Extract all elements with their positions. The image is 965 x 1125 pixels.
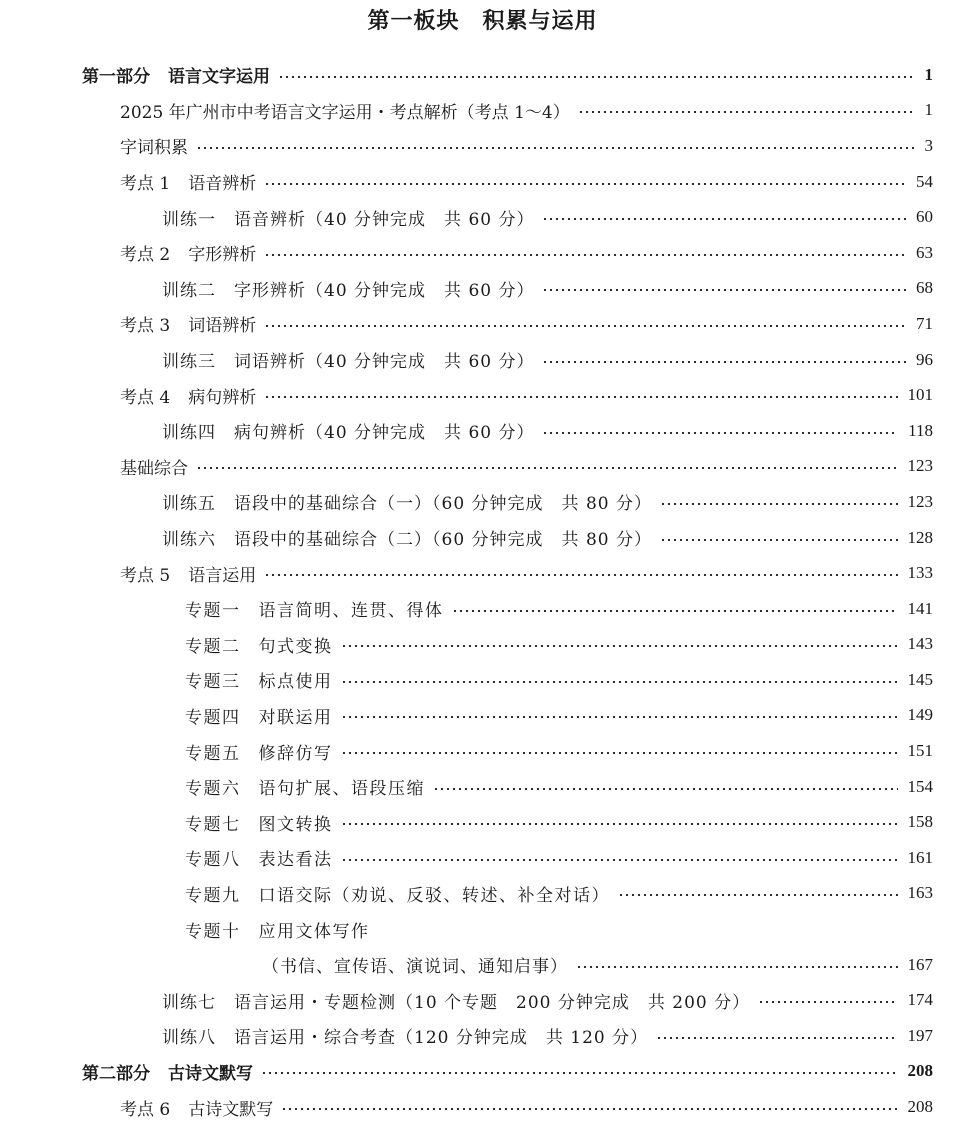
toc-entry-title: 语言运用・综合考查（120 分钟完成 共 120 分） [234, 1028, 649, 1049]
toc-entry-title: 病句辨析 [188, 387, 257, 408]
toc-entry-title: 语言简明、连贯、得体 [258, 601, 444, 622]
toc-entry[interactable] [0, 804, 965, 840]
toc-entry-page-number: 101 [907, 385, 933, 405]
toc-entry-page-number: 161 [907, 847, 933, 867]
toc-entry-page-number: 60 [916, 207, 933, 227]
dot-leader [452, 610, 898, 612]
toc-entry-code: 考点 6 [120, 1099, 171, 1120]
toc-entry[interactable] [0, 876, 965, 912]
toc-entry[interactable] [0, 235, 965, 271]
toc-entry-title: 词语辨析 [188, 316, 257, 337]
toc-entry-title: 语音辨析 [188, 174, 257, 195]
toc-entry[interactable] [0, 484, 965, 520]
toc-entry-title: 口语交际（劝说、反驳、转述、补全对话） [258, 885, 610, 906]
toc-entry-code: 专题一 [185, 601, 241, 622]
toc-entry-code: 专题五 [185, 743, 241, 764]
toc-entry-page-number: 154 [907, 776, 933, 796]
toc-entry-code: 第一部分 [82, 67, 150, 88]
toc-entry[interactable] [0, 199, 965, 235]
toc-entry-title: 病句辨析（40 分钟完成 共 60 分） [234, 423, 535, 444]
toc-entry-title: 语段中的基础综合（一）（60 分钟完成 共 80 分） [234, 494, 652, 515]
dot-leader [578, 111, 915, 113]
toc-entry[interactable] [0, 1018, 965, 1054]
toc-entry-code: 训练二 [162, 280, 216, 301]
toc-entry-page-number: 158 [907, 812, 933, 832]
toc-entry-title: 词语辨析（40 分钟完成 共 60 分） [234, 352, 535, 373]
toc-entry[interactable] [0, 1089, 965, 1125]
toc-entry-page-number: 128 [907, 527, 933, 547]
toc-entry-code: 考点 2 [120, 245, 171, 266]
dot-leader [264, 183, 906, 185]
table-of-contents [0, 57, 965, 1125]
toc-entry[interactable] [0, 627, 965, 663]
toc-entry-code: 第二部分 [82, 1063, 150, 1084]
toc-entry-page-number: 167 [907, 954, 933, 974]
toc-entry-code: 训练八 [162, 1028, 216, 1049]
toc-entry-page-number: 123 [907, 491, 933, 511]
toc-entry[interactable] [0, 1054, 965, 1090]
toc-entry-title: 语言运用 [188, 565, 257, 586]
page-title: 第一板块 积累与运用 [367, 9, 598, 34]
toc-entry[interactable] [0, 164, 965, 200]
toc-entry[interactable] [0, 591, 965, 627]
toc-entry[interactable] [0, 520, 965, 556]
dot-leader [264, 396, 897, 398]
toc-entry-code: 专题十 [185, 921, 241, 942]
dot-leader [281, 1108, 897, 1110]
dot-leader [341, 823, 898, 825]
toc-entry-title: 2025 年广州市中考语言文字运用・考点解析（考点 1～4） [120, 102, 570, 123]
toc-entry-page-number: 1 [924, 100, 933, 120]
toc-entry-page-number: 123 [907, 456, 933, 476]
toc-entry-page-number: 63 [916, 242, 933, 262]
dot-leader [660, 503, 898, 505]
toc-entry-title: 图文转换 [258, 814, 333, 835]
toc-entry-code: 考点 1 [120, 174, 171, 195]
toc-entry-code: 专题六 [185, 779, 241, 800]
dot-leader [261, 1072, 898, 1074]
toc-entry-page-number: 68 [916, 278, 933, 298]
toc-entry-code: 训练五 [162, 494, 216, 515]
toc-entry[interactable] [0, 342, 965, 378]
toc-entry-code: 专题二 [185, 636, 241, 657]
toc-entry[interactable] [0, 733, 965, 769]
toc-entry-title: 字词积累 [120, 138, 188, 159]
toc-entry-title: 句式变换 [258, 636, 333, 657]
toc-entry-page-number: 54 [916, 171, 933, 191]
toc-entry[interactable] [0, 840, 965, 876]
dot-leader [656, 1037, 897, 1039]
dot-leader [378, 930, 924, 932]
dot-leader [341, 681, 898, 683]
toc-entry-code: 训练六 [162, 530, 216, 551]
toc-entry[interactable] [0, 769, 965, 805]
toc-entry-page-number: 141 [907, 598, 933, 618]
dot-leader [433, 788, 898, 790]
toc-entry[interactable] [0, 449, 965, 485]
toc-entry-page-number: 208 [907, 1097, 933, 1117]
toc-entry-page-number: 208 [907, 1061, 933, 1081]
toc-entry[interactable] [0, 662, 965, 698]
dot-leader [264, 574, 897, 576]
toc-entry[interactable] [0, 555, 965, 591]
toc-entry-page-number: 197 [907, 1025, 933, 1045]
toc-entry-title: 字形辨析（40 分钟完成 共 60 分） [234, 280, 535, 301]
toc-entry-title: 语段中的基础综合（二）（60 分钟完成 共 80 分） [234, 530, 652, 551]
dot-leader [196, 467, 898, 469]
toc-entry-title: 基础综合 [120, 458, 188, 479]
dot-leader [542, 289, 906, 291]
toc-entry-title: （书信、宣传语、演说词、通知启事） [262, 957, 568, 978]
toc-entry-title: 语言文字运用 [168, 67, 270, 88]
dot-leader [264, 254, 906, 256]
toc-entry-code: 专题七 [185, 814, 241, 835]
toc-entry[interactable] [0, 698, 965, 734]
toc-entry-page-number: 3 [924, 135, 933, 155]
dot-leader [542, 361, 906, 363]
toc-entry-page-number: 96 [916, 349, 933, 369]
toc-entry-page-number: 143 [907, 634, 933, 654]
toc-entry-code: 训练一 [162, 209, 216, 230]
toc-entry[interactable] [0, 982, 965, 1018]
toc-entry-title: 古诗文默写 [168, 1063, 253, 1084]
toc-entry[interactable] [0, 413, 965, 449]
toc-entry-code: 训练七 [162, 992, 216, 1013]
toc-entry-code: 专题八 [185, 850, 241, 871]
dot-leader [341, 859, 898, 861]
dot-leader [196, 147, 915, 149]
dot-leader [278, 76, 915, 78]
toc-entry-code: 考点 3 [120, 316, 171, 337]
toc-entry-code: 训练三 [162, 352, 216, 373]
toc-entry[interactable] [0, 377, 965, 413]
dot-leader [542, 218, 906, 220]
dot-leader [758, 1001, 897, 1003]
toc-entry-code: 专题九 [185, 885, 241, 906]
toc-entry-page-number: 118 [908, 420, 933, 440]
toc-entry-title: 古诗文默写 [188, 1099, 274, 1120]
dot-leader [618, 894, 898, 896]
dot-leader [341, 716, 898, 718]
toc-entry[interactable] [0, 57, 965, 93]
toc-entry-page-number: 1 [924, 64, 933, 84]
toc-entry[interactable] [0, 911, 965, 947]
toc-entry-code: 专题三 [185, 672, 241, 693]
toc-entry-title: 字形辨析 [188, 245, 257, 266]
dot-leader [264, 325, 906, 327]
toc-entry-code: 专题四 [185, 707, 241, 728]
toc-entry-title: 对联运用 [258, 707, 333, 728]
toc-entry-page-number: 151 [907, 741, 933, 761]
dot-leader [341, 752, 898, 754]
toc-entry-code: 训练四 [162, 423, 216, 444]
toc-entry[interactable] [0, 306, 965, 342]
toc-entry-page-number: 149 [907, 705, 933, 725]
toc-entry[interactable] [0, 128, 965, 164]
toc-entry-page-number: 163 [907, 883, 933, 903]
dot-leader [542, 432, 898, 434]
toc-entry[interactable] [0, 947, 965, 983]
toc-entry-title: 应用文体写作 [258, 921, 370, 942]
toc-entry-page-number: 174 [907, 990, 933, 1010]
toc-entry-title: 语言运用・专题检测（10 个专题 200 分钟完成 共 200 分） [234, 992, 751, 1013]
dot-leader [576, 966, 898, 968]
dot-leader [660, 539, 898, 541]
toc-entry-page-number: 71 [916, 313, 933, 333]
toc-entry-title: 语句扩展、语段压缩 [258, 779, 425, 800]
toc-entry-title: 标点使用 [258, 672, 333, 693]
toc-entry-title: 修辞仿写 [258, 743, 333, 764]
toc-entry-code: 考点 5 [120, 565, 171, 586]
dot-leader [341, 645, 898, 647]
toc-entry-page-number: 145 [907, 669, 933, 689]
toc-entry-title: 语音辨析（40 分钟完成 共 60 分） [234, 209, 535, 230]
toc-entry-page-number: 133 [907, 563, 933, 583]
toc-entry[interactable] [0, 93, 965, 129]
toc-entry-code: 考点 4 [120, 387, 171, 408]
toc-entry[interactable] [0, 271, 965, 307]
toc-entry-title: 表达看法 [258, 850, 333, 871]
